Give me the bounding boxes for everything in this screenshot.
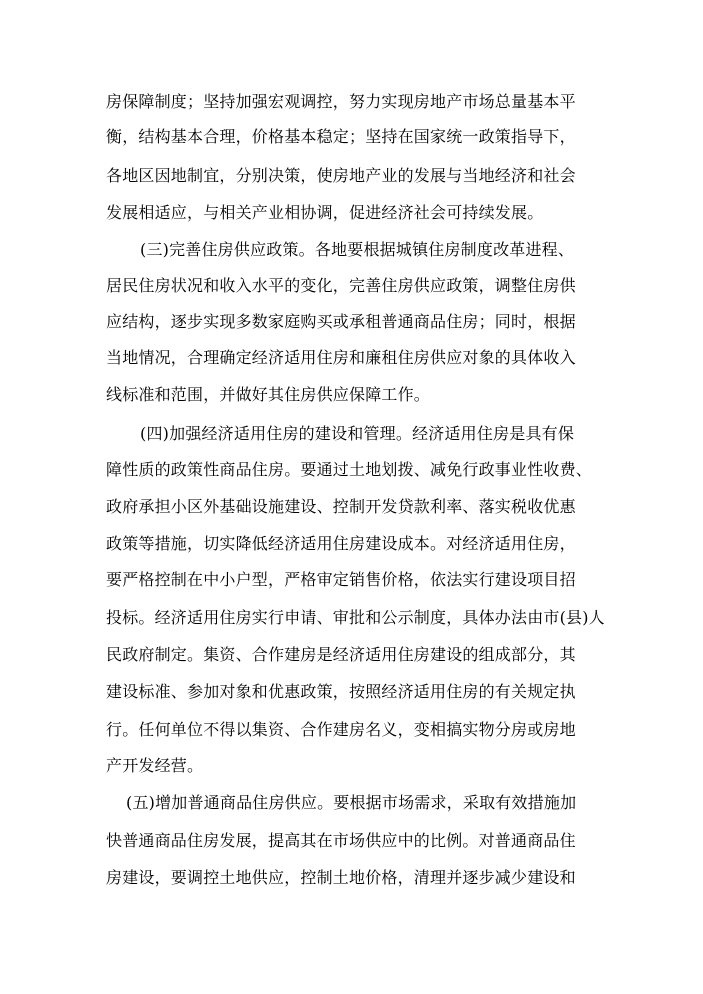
text-line: 发展相适应，与相关产业相协调，促进经济社会可持续发展。 bbox=[106, 203, 544, 222]
text-line: 居民住房状况和收入水平的变化，完善住房供应政策，调整住房供 bbox=[106, 276, 576, 295]
text-line: 产开发经营。 bbox=[106, 756, 204, 775]
text-line: 房建设，要调控土地供应，控制土地价格，清理并逐步减少建设和 bbox=[106, 868, 576, 887]
text-line: (三)完善住房供应政策。各地要根据城镇住房制度改革进程、 bbox=[140, 240, 575, 259]
text-line: 建设标准、参加对象和优惠政策，按照经济适用住房的有关规定执 bbox=[106, 682, 576, 701]
text-line: 快普通商品住房发展，提高其在市场供应中的比例。对普通商品住 bbox=[106, 831, 576, 850]
text-line: (四)加强经济适用住房的建设和管理。经济适用住房是具有保 bbox=[140, 424, 575, 443]
text-line: 民政府制定。集资、合作建房是经济适用住房建设的组成部分，其 bbox=[106, 645, 576, 664]
text-line: 投标。经济适用住房实行申请、审批和公示制度，具体办法由市(县)人 bbox=[106, 608, 605, 627]
text-line: 线标准和范围，并做好其住房供应保障工作。 bbox=[106, 385, 431, 404]
text-line: 行。任何单位不得以集资、合作建房名义，变相搞实物分房或房地 bbox=[106, 720, 576, 739]
text-line: 障性质的政策性商品住房。要通过土地划拨、减免行政事业性收费、 bbox=[106, 460, 593, 479]
text-line: 要严格控制在中小户型，严格审定销售价格，依法实行建设项目招 bbox=[106, 570, 576, 589]
text-line: 应结构，逐步实现多数家庭购买或承租普通商品住房；同时，根据 bbox=[106, 312, 576, 331]
text-line: 当地情况，合理确定经济适用住房和廉租住房供应对象的具体收入 bbox=[106, 348, 576, 367]
text-line: 各地区因地制宜，分别决策，使房地产业的发展与当地经济和社会 bbox=[106, 166, 576, 185]
text-line: 政府承担小区外基础设施建设、控制开发贷款利率、落实税收优惠 bbox=[106, 497, 576, 516]
text-line: (五)增加普通商品住房供应。要根据市场需求，采取有效措施加 bbox=[126, 793, 577, 812]
text-line: 房保障制度；坚持加强宏观调控，努力实现房地产市场总量基本平 bbox=[106, 92, 576, 111]
text-line: 政策等措施，切实降低经济适用住房建设成本。对经济适用住房， bbox=[106, 534, 576, 553]
text-line: 衡，结构基本合理，价格基本稳定；坚持在国家统一政策指导下， bbox=[106, 127, 576, 146]
